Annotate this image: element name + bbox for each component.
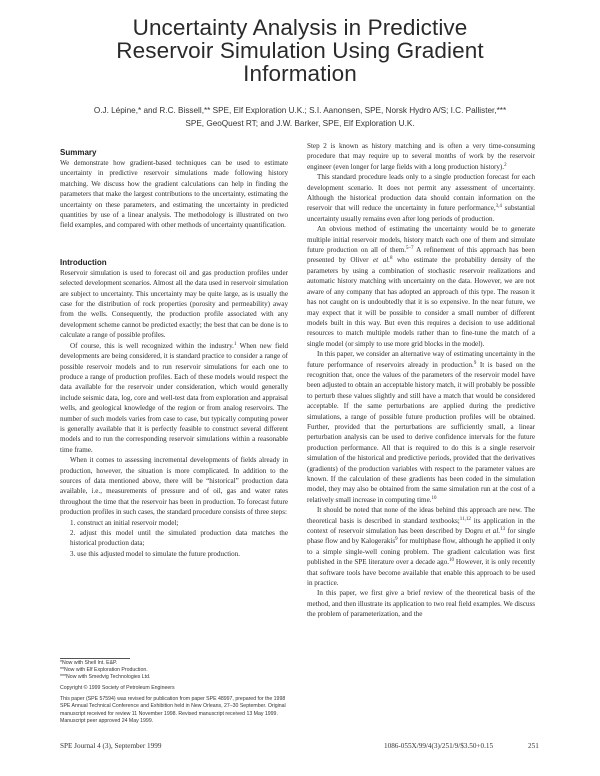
right-column	[307, 141, 535, 620]
citation-ref: 2	[504, 162, 507, 168]
body-paragraph: An obvious method of estimating the uncertainty would be to generate multiple initial reservoir models, history match each one of them and simulate future production on all of them.$^{5-7}$ A refinement of this approach has been presented by Oliver et al.$^8$ who estimate the probability density of the parameters by using a combination of stochastic reservoir realizations and automatic history matching with uncertainty on the data. However, we are not aware of any company that has adopted an approach of this type. The reason it has not caught on is undoubtedly that it is so expensive. In the near future, we may expect that it will be possible to consider a small number of different models built in this way. But even this requires a decision to use additional resources to match multiple models rather than to fine-tune the match of a single model (or simply to use more grid blocks in the model).	[307, 225, 535, 348]
footnote: ***Now with Smedvig Technologies Ltd.	[60, 674, 151, 681]
body-paragraph: It should be noted that none of the ideas behind this approach are new. The theoretical basis is described in standard textbooks;$^{11,12}$ its application in the context of reservoir simulation has been described by Dogru et al.$^{13}$ for single phase flow and by Kalogerakis$^9$ for multiphase flow, although he applied it only to a simple single-well coning problem. The gradient calculation was first published in the SPE literature over a decade ago.$^{10}$ However, it is only recently that software tools have become available that enable this approach to be used in practice.	[307, 506, 536, 588]
summary-text: We demonstrate how gradient-based techniques can be used to estimate uncertainty in predictive reservoir simulations made following history matching. We discuss how the gradient calculations can help in finding the parameters that make the largest contributions to the uncertainty, estimating the uncertainty on these parameters, and estimating the uncertainty in predicted quantities by use of a linear analysis. The methodology is illustrated on two field examples, and compared with other methods of uncertainty quantification.	[60, 159, 288, 230]
citation-ref: 10	[449, 558, 455, 564]
citation-ref: 9	[473, 360, 477, 366]
paper-title	[40, 16, 560, 85]
citation-ref: 3,4	[495, 204, 502, 210]
citation-ref: 13	[500, 527, 506, 533]
citation-ref: 11,12	[459, 516, 471, 522]
introduction-heading: Introduction	[60, 257, 107, 267]
title-line: Reservoir Simulation Using Gradient	[116, 38, 484, 63]
footnote: **Now with Elf Exploration Production.	[60, 667, 148, 674]
steps-list	[60, 518, 288, 560]
page-number: 251	[528, 742, 539, 750]
body-paragraph: In this paper, we first give a brief review of the theoretical basis of the method, and then illustrate its application to two real field examples. We discuss the problem of parameterization, and the	[307, 589, 535, 619]
intro-paragraph: When it comes to assessing incremental developments of fields already in production, however, the situation is more complicated. In addition to the sources of data mentioned above, there will be “historical” production data available, i.e., measurements of pressure and of oil, gas and water rates throughout the time that the reservoir has been in production. To forecast future production profiles in such cases, the standard procedure consists of three steps:	[60, 456, 288, 517]
intro-paragraph: Of course, this is well recognized within the industry.$^1$ When new field developments are being considered, it is standard practice to consider a range of possible reservoir models and to run reservoir simulations for each one to produce a range of production profiles. Each of these models would respect the data available for the reservoir under consideration, which would generally include seismic data, log, core and well-test data from exploration and appraisal wells, and geological knowledge of the region or from analog reservoirs. The number of such models varies from case to case, but typically computing power is generally available that it is perfectly feasible to construct several different models and to run the corresponding reservoir simulations within a reasonable time frame.	[60, 341, 288, 454]
issn-code: 1086-055X/99/4(3)/251/9/$3.50+0.15	[384, 742, 494, 750]
list-item: 2. adjust this model until the simulated production data matches the historical production data;	[70, 529, 288, 548]
list-item: 1. construct an initial reservoir model;	[70, 518, 179, 527]
summary-heading: Summary	[60, 148, 97, 157]
citation-ref: 5–7	[406, 246, 414, 252]
citation-ref: 10	[431, 495, 437, 501]
title-line: Uncertainty Analysis in Predictive	[132, 15, 468, 40]
left-column	[60, 147, 288, 559]
footnotes	[60, 658, 288, 725]
journal-citation: SPE Journal 4 (3), September 1999	[60, 742, 162, 750]
author-line: O.J. Lépine,* and R.C. Bissell,** SPE, Elf Exploration U.K.; S.I. Aanonsen, SPE, Norsk Hydro A/S; I.C. Pallister,***	[93, 106, 507, 115]
review-notice: This paper (SPE 57594) was revised for publication from paper SPE 48997, prepared for the 1998 SPE Annual Technical Conference and Exhibition held in New Orleans, 27–30 September. Original manuscript received for review 11 November 1998. Revised manuscript received 13 May 1999. Manuscript peer approved 24 May 1999.	[60, 696, 286, 724]
citation-ref: 8	[389, 256, 393, 262]
author-list	[40, 104, 560, 130]
citation-ref: 1	[233, 341, 237, 347]
citation-ref: 9	[395, 537, 398, 543]
footnote-divider	[60, 658, 130, 659]
body-paragraph: In this paper, we consider an alternative way of estimating uncertainty in the future performance of reservoirs already in production.$^9$ It is based on the recognition that, once the values of the parameters of the reservoir model have been adjusted to obtain an acceptable history match, it will probably be possible to perturb these values slightly and still have a match that would be considered acceptable. If the same perturbations are applied during the predictive simulations, a range of possible future production profiles will be obtained. Further, provided that the perturbations are sufficiently small, a linear perturbation analysis can be used to derive confidence intervals for the future production performance. All that is required to do this is a single reservoir simulation of the historical and predictive periods, provided that the derivatives (gradients) of the production variables with respect to the parameter values are known. If the calculation of these gradients has been coded in the simulation model, they may also be obtained from the same simulation run at the cost of a relatively small increase in computing time.$^{10}$	[307, 350, 535, 504]
body-paragraph: Step 2 is known as history matching and is often a very time-consuming procedure that may require up to several months of work by the reservoir engineer (even longer for large fields with a long production history).$^2$	[307, 142, 535, 171]
intro-paragraph: Reservoir simulation is used to forecast oil and gas production profiles under selected development scenarios. Almost all the data used in reservoir simulation are subject to uncertainty. This uncertainty may be quite large, as is usually the case for the distribution of rock properties (porosity and permeability) away from the wells. Consequently, the production profile associated with any development scheme cannot be predicted exactly; the best that can be done is to calculate a range of possible profiles.	[60, 268, 288, 340]
copyright-notice: Copyright © 1999 Society of Petroleum Engineers	[60, 685, 175, 692]
title-line: Information	[243, 61, 357, 86]
list-item: 3. use this adjusted model to simulate the future production.	[70, 549, 241, 558]
footnote: *Now with Shell Int. E&P.	[60, 660, 118, 666]
author-line: SPE, GeoQuest RT; and J.W. Barker, SPE, Elf Exploration U.K.	[185, 119, 415, 128]
body-paragraph: This standard procedure leads only to a single production forecast for each development scenario. It does not permit any assessment of uncertainty. Although the historical production data should contain information on the reservoir that will reduce the uncertainty in future performance,$^{3,4}$ substantial uncertainty usually remains even after long periods of production.	[307, 173, 535, 223]
